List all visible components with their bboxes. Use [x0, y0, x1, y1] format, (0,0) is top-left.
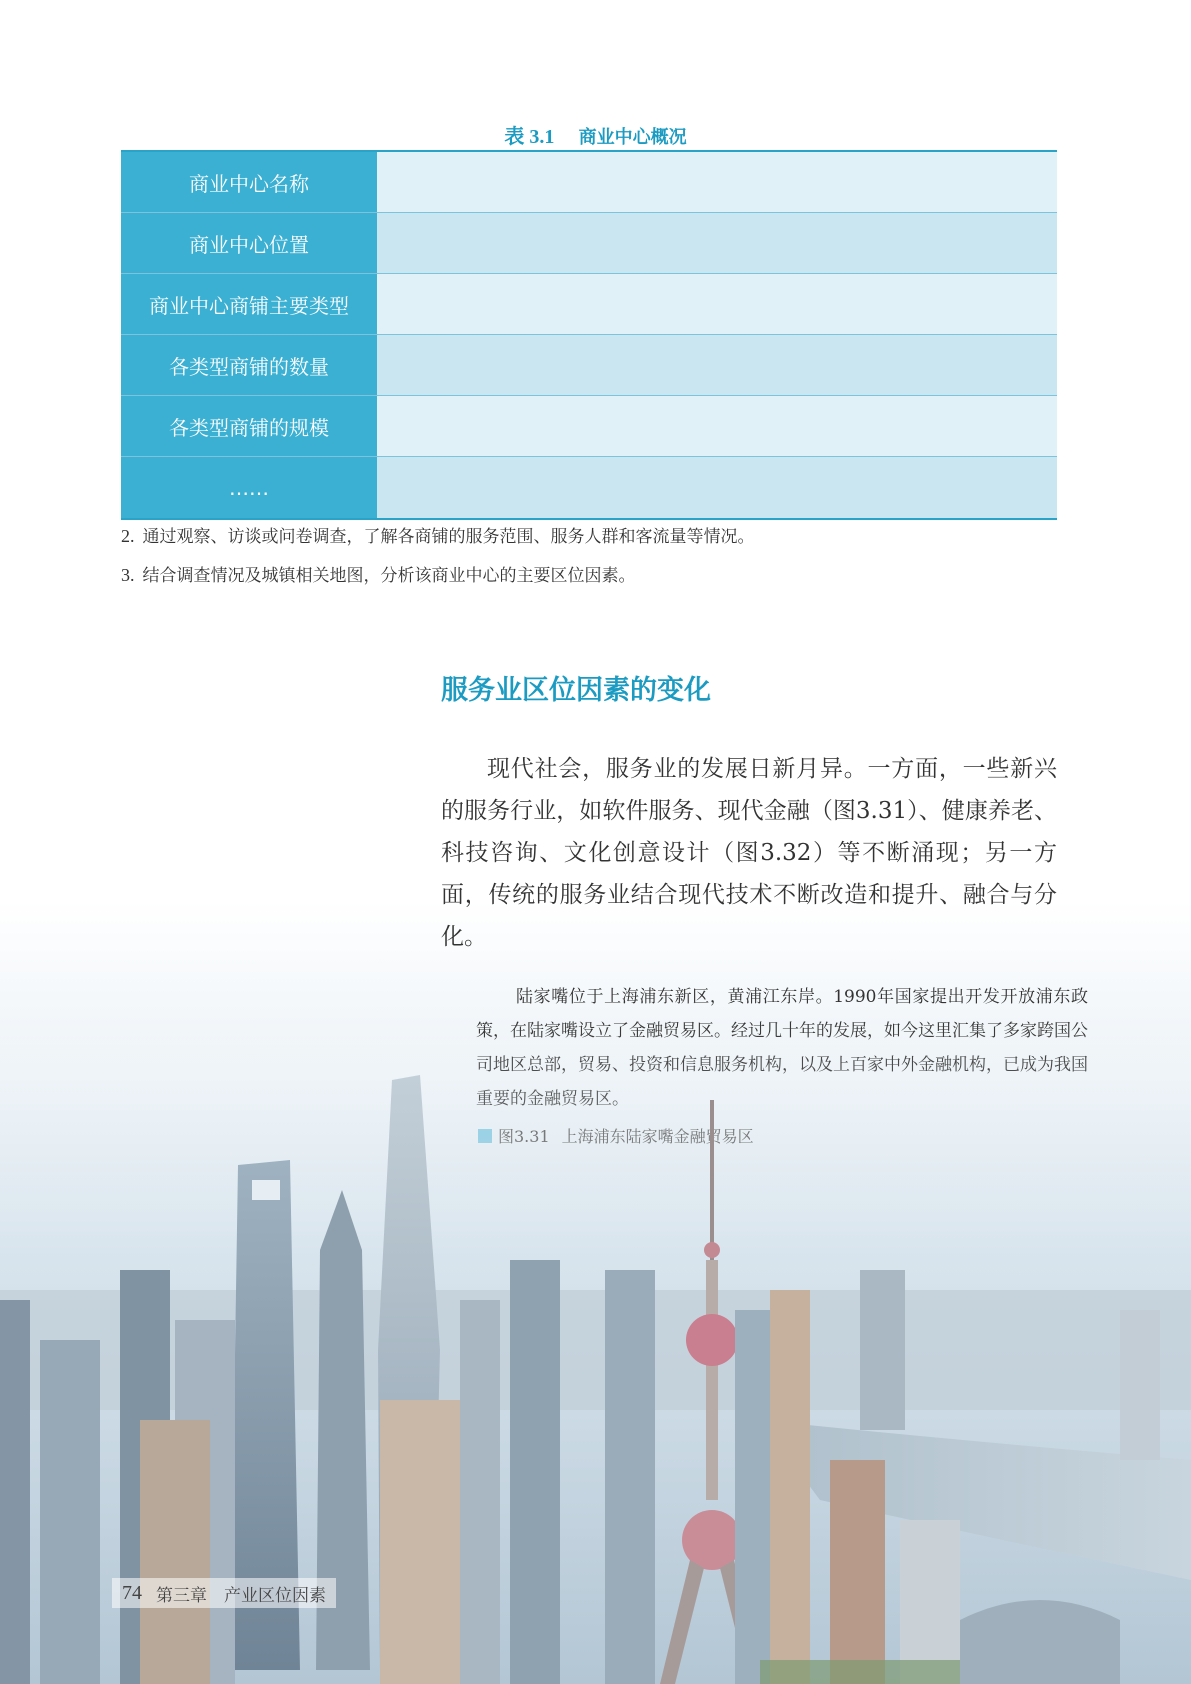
row-cell — [377, 213, 1057, 273]
row-cell — [377, 274, 1057, 334]
table-row — [121, 457, 1057, 518]
building — [605, 1270, 655, 1684]
step-item — [121, 561, 636, 586]
table-row — [121, 152, 1057, 213]
row-cell — [377, 396, 1057, 456]
row-header: 商业中心商铺主要类型 — [121, 274, 377, 334]
row-cell — [377, 152, 1057, 212]
building — [1120, 1310, 1160, 1460]
page-footer — [112, 1578, 336, 1608]
table-row — [121, 274, 1057, 335]
step-number: 3. — [121, 565, 135, 585]
step-text: 通过观察、访谈或问卷调查，了解各商铺的服务范围、服务人群和客流量等情况。 — [142, 527, 755, 547]
building — [460, 1300, 500, 1684]
table-caption — [0, 120, 1191, 149]
wfc-opening — [252, 1180, 280, 1200]
step-number: 2. — [121, 526, 135, 546]
table-row — [121, 396, 1057, 457]
building — [900, 1520, 960, 1684]
page-number: 74 — [122, 1581, 142, 1604]
chapter-title: 第三章 产业区位因素 — [156, 1585, 326, 1606]
table-caption-number: 表 3.1 — [504, 126, 555, 148]
step-item — [121, 522, 755, 547]
survey-table — [121, 150, 1057, 520]
step-text: 结合调查情况及城镇相关地图，分析该商业中心的主要区位因素。 — [142, 566, 636, 586]
building — [510, 1260, 560, 1684]
section-title: 服务业区位因素的变化 — [441, 675, 711, 706]
table-row — [121, 213, 1057, 274]
pearl-tower-shaft — [706, 1260, 718, 1500]
pearl-tower-top-sphere — [704, 1242, 720, 1258]
dome-building — [960, 1600, 1120, 1684]
body-paragraph: 现代社会，服务业的发展日新月异。一方面，一些新兴的服务行业，如软件服务、现代金融（图3.31）、健康养老、科技咨询、文化创意设计（图3.32）等不断涌现；另一方面，传统的服务业结合现代技术不断改造和提升、融合与分化。 — [441, 756, 1057, 950]
building — [860, 1270, 905, 1430]
row-header: 商业中心位置 — [121, 213, 377, 273]
building — [770, 1290, 810, 1684]
figure-description: 陆家嘴位于上海浦东新区，黄浦江东岸。1990年国家提出开发开放浦东政 — [516, 987, 1088, 1007]
building — [40, 1340, 100, 1684]
row-header: 各类型商铺的数量 — [121, 335, 377, 395]
row-header: 各类型商铺的规模 — [121, 396, 377, 456]
row-cell — [377, 457, 1057, 518]
table-row — [121, 335, 1057, 396]
building — [140, 1420, 210, 1684]
table-caption-title: 商业中心概况 — [578, 127, 687, 148]
row-header: 商业中心名称 — [121, 152, 377, 212]
pearl-tower-upper-sphere — [686, 1314, 738, 1366]
green-space — [760, 1660, 960, 1684]
building — [380, 1400, 470, 1684]
building — [0, 1300, 30, 1684]
building — [830, 1460, 885, 1684]
row-header: …… — [121, 457, 377, 518]
row-cell — [377, 335, 1057, 395]
